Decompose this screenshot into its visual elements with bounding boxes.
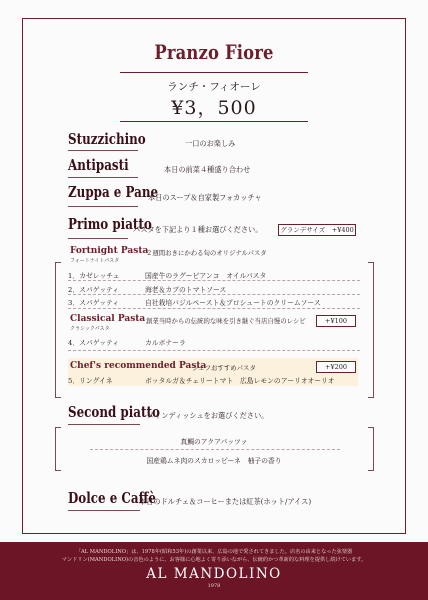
footer-about-text: [0, 548, 428, 564]
menu-subtitle: ランチ・フィオーレ: [167, 81, 261, 93]
section-rule-dolce: [68, 510, 140, 511]
section-rule-antipasti: [68, 177, 138, 178]
primo-bracket-left: [55, 262, 61, 398]
pasta-item-1-type: 1．カゼレッチェ: [68, 272, 120, 280]
section-desc-zuppa: 本日のスープ＆自家製フォカッチャ: [148, 193, 262, 202]
section-rule-primo: [68, 238, 128, 239]
item-divider: [68, 350, 360, 351]
secondo-item-2: 国産鶏ムネ肉のスカロッピーネ 柚子の香り: [146, 457, 282, 465]
footer-about-line-2: マンドリン(MANDOLINO)の音色のように、お客様に心地よく寄り添いながら、伝統的かつ革新的な料理を提供し続けています。: [61, 557, 367, 563]
pasta-item-4-name: カルボナーラ: [145, 339, 186, 347]
item-divider: [68, 308, 360, 309]
section-desc-secondo: メインディッシュをお選びください。: [147, 411, 269, 420]
fortnight-pasta-title: Fortnight Pasta: [70, 246, 149, 256]
section-title-dolce: Dolce e Caffè: [68, 490, 156, 507]
footer-about-line-1: 「AL MANDOLINO」は、1978年(昭和53年)の創業以来、広島の地で愛されてきました。店名の由来となった弦楽器: [75, 549, 353, 555]
pasta-item-3-name: 自社栽培バジルペースト＆プロシュートのクリームソース: [145, 299, 321, 307]
fortnight-pasta-desc: ２週間おきにかわる旬のオリジナルパスタ: [146, 249, 267, 257]
section-rule-stuzzichino: [68, 150, 138, 151]
section-title-zuppa: Zuppa e Pane: [68, 184, 159, 201]
menu-title: Pranzo Fiore: [154, 40, 274, 64]
classical-pasta-kana: クラシックパスタ: [70, 326, 110, 332]
item-divider: [68, 280, 360, 281]
chef-pasta-desc: シェフおすすめパスタ: [192, 364, 256, 372]
title-divider: [120, 72, 308, 73]
pasta-item-1-name: 国産牛のラグービアンコ オイルパスタ: [145, 272, 267, 280]
price-divider: [120, 121, 308, 122]
section-rule-zuppa: [68, 206, 138, 207]
brand-year: 1978: [207, 583, 221, 589]
section-title-antipasti: Antipasti: [68, 157, 129, 174]
section-desc-antipasti: 本日の前菜４種盛り合わせ: [164, 165, 251, 174]
secondo-item-1: 真鯛のアクアパッツァ: [180, 438, 248, 446]
item-divider: [90, 449, 340, 450]
classical-pasta-title: Classical Pasta: [70, 314, 146, 324]
pasta-item-5-type: 5．リングイネ: [68, 377, 113, 385]
section-rule-secondo: [68, 424, 140, 425]
chef-pasta-price: +¥200: [316, 361, 356, 373]
pasta-item-3-type: 3．スパゲッティ: [68, 299, 120, 307]
pasta-item-2-type: 2．スパゲッティ: [68, 286, 120, 294]
menu-price: ¥3，500: [171, 97, 257, 119]
section-title-secondo: Second piatto: [68, 404, 160, 421]
section-desc-stuzzichino: 一口のお楽しみ: [185, 139, 236, 148]
grande-size-price: グランデサイズ +¥400: [278, 224, 356, 236]
pasta-item-5-name: ボッタルガ＆チェリートマト 広島レモンのアーリオオーリオ: [145, 377, 335, 385]
pasta-item-2-name: 海老＆カブのトマトソース: [145, 286, 227, 294]
classical-pasta-price: +¥100: [316, 315, 356, 327]
chef-pasta-title: Chef's recommended Pasta: [70, 361, 207, 371]
classical-pasta-desc: 創業当時からの伝統的な味を引き継ぐ当店自慢のレシピ: [146, 317, 306, 325]
primo-bracket-right: [368, 262, 374, 398]
brand-logo: AL MANDOLINO: [146, 566, 282, 582]
section-desc-primo: パスタを下記より１種お選びください。: [133, 225, 263, 234]
item-divider: [68, 294, 360, 295]
section-title-primo: Primo piatto: [68, 216, 152, 233]
fortnight-pasta-kana: フォートナイトパスタ: [70, 258, 120, 264]
section-title-stuzzichino: Stuzzichino: [68, 131, 146, 148]
section-desc-dolce: 本日のドルチェ＆コーヒーまたは紅茶(ホット/アイス): [139, 497, 312, 506]
pasta-item-4-type: 4．スパゲッティ: [68, 339, 120, 347]
